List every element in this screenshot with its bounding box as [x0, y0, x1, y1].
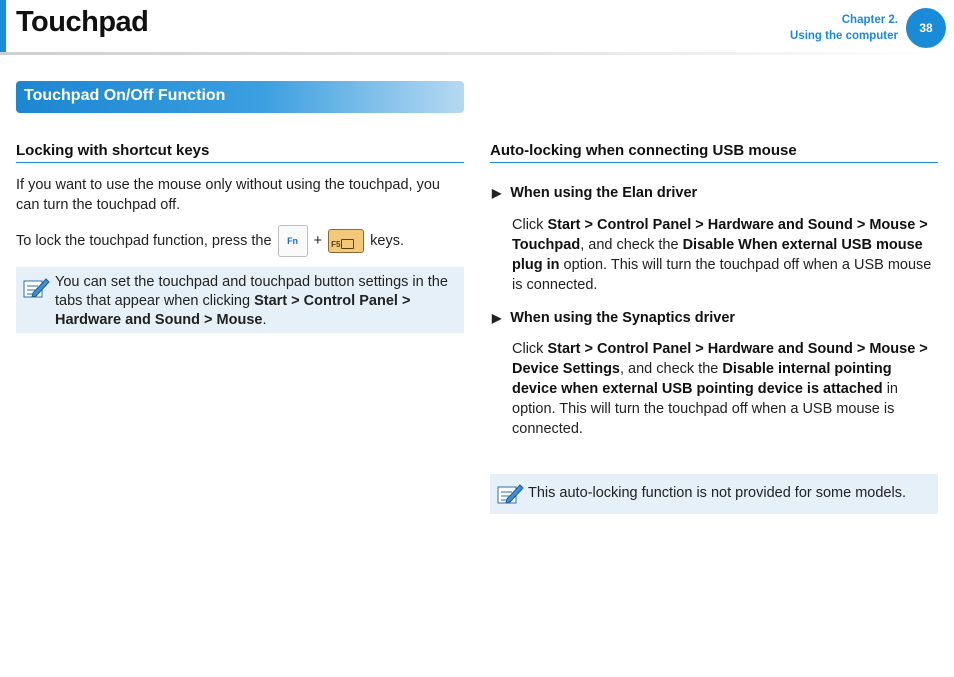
chapter-label — [790, 12, 898, 44]
lock-instruction-start: To lock the touchpad function, press the — [16, 232, 272, 249]
f5-key-label: F5 — [331, 240, 341, 249]
plus-sign: + — [313, 232, 323, 249]
header-divider — [0, 52, 940, 55]
note-text-end: . — [262, 312, 267, 328]
synaptics-click: Click — [512, 341, 548, 357]
f5-touchpad-key-icon — [328, 229, 364, 253]
synaptics-driver-title: When using the Synaptics driver — [510, 310, 736, 326]
elan-end: option. This will turn the touchpad off when a USB mouse is connected. — [512, 257, 932, 293]
elan-option-name: Disable When external USB mouse plug in — [512, 237, 923, 273]
page-number-badge: 38 — [906, 8, 946, 48]
synaptics-mid: , and check the — [620, 361, 723, 377]
synaptics-driver-instructions — [512, 339, 938, 439]
left-note-box — [16, 267, 464, 333]
right-note-text: This auto-locking function is not provided for some models. — [528, 485, 906, 501]
synaptics-option-name: Disable internal pointing device when external USB pointing device is attached — [512, 361, 892, 397]
elan-menu-path: Start > Control Panel > Hardware and Sound > Mouse > Touchpad — [512, 217, 928, 253]
right-column-heading: Auto-locking when connecting USB mouse — [490, 142, 938, 163]
note-menu-path: Start > Control Panel > Hardware and Sound > Mouse — [55, 293, 411, 328]
elan-click: Click — [512, 217, 548, 233]
fn-key-icon: Fn — [278, 225, 308, 257]
section-banner — [16, 81, 464, 113]
pencil-note-icon — [496, 481, 524, 507]
elan-driver-bullet — [492, 185, 697, 201]
lock-instruction — [16, 225, 456, 257]
chapter-number: Chapter 2. — [841, 14, 898, 26]
elan-driver-instructions — [512, 215, 938, 295]
left-column-heading: Locking with shortcut keys — [16, 142, 464, 163]
synaptics-end: in option. This will turn the touchpad off when a USB mouse is connected. — [512, 381, 898, 437]
right-note-box — [490, 474, 938, 514]
elan-driver-title: When using the Elan driver — [510, 185, 698, 201]
touchpad-glyph-icon — [341, 239, 354, 249]
left-intro-paragraph: If you want to use the mouse only without using the touchpad, you can turn the touchpad off. — [16, 177, 440, 213]
note-text-start: You can set the touchpad and touchpad button settings in the tabs that appear when clicking — [55, 274, 448, 309]
synaptics-driver-bullet — [492, 310, 735, 326]
lock-instruction-end: keys. — [370, 232, 404, 249]
section-banner-title: Touchpad On/Off Function — [24, 87, 226, 104]
chapter-title: Using the computer — [790, 30, 898, 42]
elan-mid: , and check the — [580, 237, 683, 253]
right-arrow-icon: ▶ — [492, 311, 502, 325]
synaptics-menu-path: Start > Control Panel > Hardware and Sound > Mouse > Device Settings — [512, 341, 928, 377]
pencil-note-icon — [22, 275, 50, 301]
page-title: Touchpad — [16, 6, 149, 38]
header-accent-bar — [0, 0, 6, 52]
left-note-text — [55, 273, 455, 330]
right-arrow-icon: ▶ — [492, 186, 502, 200]
